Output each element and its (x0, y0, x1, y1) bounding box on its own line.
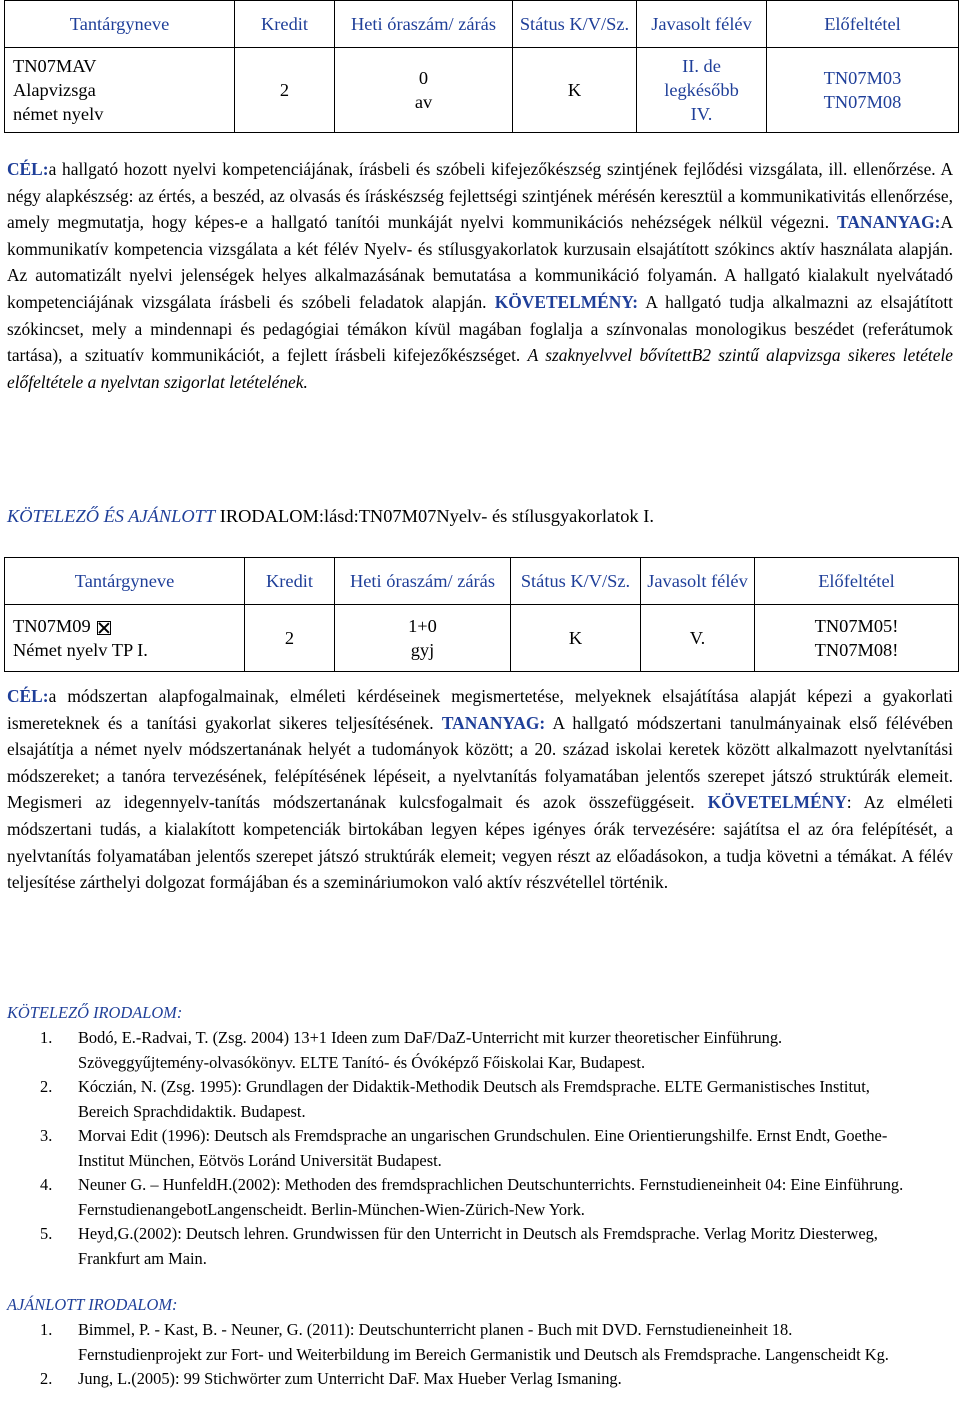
prereq-2: TN07M08! (814, 640, 899, 660)
ajanlott-irodalom-list (0, 1318, 905, 1392)
list-item (0, 1124, 905, 1173)
semester-line1: II. de (682, 56, 721, 76)
kovetelmeny-label: KÖVETELMÉNY (707, 792, 847, 813)
course-name-cell (5, 48, 235, 133)
course-code: TN07MAV (13, 56, 97, 76)
list-item (0, 1318, 905, 1367)
semester-line2: legkésőbb (664, 80, 739, 100)
semester-cell: V. (641, 605, 755, 672)
literature-reference-line (7, 503, 953, 529)
list-item-text: Jung, L.(2005): 99 Stichwörter zum Unterricht DaF. Max Hueber Verlag Ismaning. (78, 1369, 622, 1388)
hours-value: 0 (418, 68, 429, 88)
kotelezo-irodalom-list (0, 1026, 905, 1271)
course-description-tn07m09 (7, 683, 953, 896)
header-oraszam: Heti óraszám/ zárás (335, 558, 511, 605)
tananyag-text: A kommunikatív kompetencia vizsgálata a két félév Nyelv- és stílusgyakorlatok kurzusain elsajátított szókincs aktív használata alapján. Az automatizált nyelvi jelenségek helyes alkalmazásának bemutatása a kommunikáció folyamán. A hallgató kialakult nyelvátadó kompetenciájának vizsgálata írásbeli és szóbeli feladatok alapján. (7, 212, 953, 312)
ajanlott-irodalom-label (7, 1292, 953, 1318)
kotelezo-irodalom-label (7, 1000, 953, 1026)
prereq-cell (755, 605, 959, 672)
list-item (0, 1026, 905, 1075)
list-item (0, 1173, 905, 1222)
header-felev: Javasolt félév (637, 1, 767, 48)
course-description-tn07mav (7, 156, 953, 395)
kredit-cell: 2 (245, 605, 335, 672)
literature-text: IRODALOM:lásd:TN07M07Nyelv- és stílusgyakorlatok I. (219, 506, 654, 526)
header-tantargyneve: Tantárgyneve (5, 1, 235, 48)
italic-note: A szaknyelvvel bővítettB2 szintű alapvizsga sikeres letétele előfeltétele a nyelvtan szigorlat letételének. (7, 345, 953, 392)
list-item-number: 1. (40, 1028, 53, 1047)
prereq-2: TN07M08 (823, 92, 902, 112)
semester-line3: IV. (690, 104, 713, 124)
kovetelmeny-text: : Az elméleti módszertani tudás, a kialakított kompetenciák birtokában legyen képes igényes órák tervezésére: sajátítsa el az óra felépítését, a nyelvtanítás folyamatában jelentős szerepet játszó struktúrák elemeit; vegyen részt az előadásokon, a tudja követni a témákat. A félév teljesítése zárthelyi dolgozat formájában és a szemináriumokon való aktív részvétellel történik. (7, 792, 953, 893)
header-tantargyneve: Tantárgyneve (5, 558, 245, 605)
course-table-tn07m09 (4, 557, 959, 672)
table-header-row (5, 558, 959, 605)
tananyag-text: A hallgató módszertani tanulmányainak első félévében elsajátítja a német nyelv módszertanának helyét a tudományok között; a 20. század iskolai keretek között alkalmazott nyelvtanítási módszereket; a tanóra tervezésének, felépítésének lépéseit, a nyelvtanítás folyamatában jelentős szerepet játszó struktúrák elemeit. Megismeri az idegennyelv-tanítás módszertanának kulcsfogalmait és azok összefüggéseit. (7, 712, 953, 813)
prereq-1: TN07M03 (823, 68, 902, 88)
cel-text: a hallgató hozott nyelvi kompetenciájának, írásbeli és szóbeli kifejezőkészség szintjének fejlődési vizsgálata, ill. ellenőrzése. A négy alapkészség: az értés, a beszéd, az olvasás és íráskészség fejlettségi szintjének mérésén keresztül a kommunikativitás ellenőrzése, amely megmutatja, hogy képes-e a hallgató tanítói munkáját nyelvi kommunikációs nehézségek nélkül végezni. (7, 159, 953, 233)
closing-value: gyj (410, 640, 435, 660)
list-item (0, 1222, 905, 1271)
header-kredit: Kredit (235, 1, 335, 48)
oraszam-cell (335, 605, 511, 672)
header-status: Státus K/V/Sz. (511, 558, 641, 605)
list-item-number: 4. (40, 1175, 53, 1194)
course-code: TN07M09 (13, 616, 91, 636)
kotelezo-irodalom-heading: KÖTELEZŐ IRODALOM: (7, 1003, 183, 1022)
ajanlott-irodalom-heading: AJÁNLOTT IRODALOM: (7, 1295, 178, 1314)
list-item (0, 1367, 905, 1392)
course-name-cell (5, 605, 245, 672)
list-item-number: 5. (40, 1224, 53, 1243)
list-item-text: Bodó, E.-Radvai, T. (Zsg. 2004) 13+1 Ideen zum DaF/DaZ-Unterricht mit kurzer theoretischer Einführung. Szöveggyűjtemény-olvasókönyv. ELTE Tanító- és Óvóképző Főiskolai Kar, Budapest. (78, 1028, 783, 1072)
course-name-line1: Alapvizsga (13, 80, 96, 100)
list-item-number: 1. (40, 1320, 53, 1339)
cel-text: a módszertan alapfogalmainak, elméleti kérdéseinek megismertetése, melyeknek elsajátítása alapját képezi a gyakorlati ismereteknek és a tanítási gyakorlat sikeres teljesítésének. (7, 686, 953, 733)
tananyag-label: TANANYAG: (837, 212, 941, 233)
header-elofeltetel: Előfeltétel (755, 558, 959, 605)
table-header-row (5, 1, 959, 48)
list-item-text: Neuner G. – HunfeldH.(2002): Methoden des fremdsprachlichen Deutschunterrichts. Fernstudieneinheit 04: Eine Einführung. FernstudienangebotLangenscheidt. Berlin-München-Wien-Zürich-New York. (78, 1175, 904, 1219)
header-felev: Javasolt félév (641, 558, 755, 605)
list-item-text: Kóczián, N. (Zsg. 1995): Grundlagen der Didaktik-Methodik Deutsch als Fremdsprache. ELTE Germanistisches Institut, Bereich Sprachdidaktik. Budapest. (78, 1077, 870, 1121)
list-item-text: Bimmel, P. - Kast, B. - Neuner, G. (2011): Deutschunterricht planen - Buch mit DVD. Fernstudieneinheit 18. Fernstudienprojekt zur Fort- und Weiterbildung im Bereich Germanistik und Deutsch als Fremdsprache. Langenscheidt Kg. (78, 1320, 889, 1364)
list-item-text: Heyd,G.(2002): Deutsch lehren. Grundwissen für den Unterricht in Deutsch als Fremdsprache. Verlag Moritz Diesterweg, Frankfurt am Main. (78, 1224, 878, 1268)
literature-label: KÖTELEZŐ ÉS AJÁNLOTT (7, 506, 216, 526)
kredit-cell: 2 (235, 48, 335, 133)
table-row (5, 48, 959, 133)
list-item-text: Morvai Edit (1996): Deutsch als Fremdsprache an ungarischen Grundschulen. Eine Orientierungshilfe. Ernst Endt, Goethe-Institut München, Eötvös Loránd Universität Budapest. (78, 1126, 888, 1170)
course-name: Német nyelv TP I. (13, 640, 148, 660)
closing-value: av (414, 92, 433, 112)
status-cell: K (513, 48, 637, 133)
header-kredit: Kredit (245, 558, 335, 605)
oraszam-cell (335, 48, 513, 133)
semester-cell (637, 48, 767, 133)
list-item-number: 2. (40, 1077, 53, 1096)
kovetelmeny-label: KÖVETELMÉNY: (494, 291, 639, 312)
cel-label: CÉL: (7, 159, 49, 179)
checkbox-crossed-icon (97, 621, 111, 635)
hours-value: 1+0 (408, 616, 437, 636)
course-name-line2: német nyelv (13, 104, 104, 124)
cel-label: CÉL: (7, 686, 49, 706)
list-item-number: 2. (40, 1369, 53, 1388)
prereq-1: TN07M05! (814, 616, 899, 636)
list-item (0, 1075, 905, 1124)
tananyag-label: TANANYAG: (441, 712, 546, 733)
status-cell: K (511, 605, 641, 672)
prereq-cell (767, 48, 959, 133)
kovetelmeny-text: A hallgató tudja alkalmazni az elsajátított szókincset, mely a mindennapi és pedagógiai témákon kívül magában foglalja a színvonalas monologikus beszédet (referátumok tartása), a szituatív kommunikációt, a fejlett írásbeli kifejezőkészséget. (7, 291, 953, 366)
header-oraszam: Heti óraszám/ zárás (335, 1, 513, 48)
header-elofeltetel: Előfeltétel (767, 1, 959, 48)
table-row (5, 605, 959, 672)
course-table-tn07mav (4, 0, 959, 133)
header-status: Státus K/V/Sz. (513, 1, 637, 48)
list-item-number: 3. (40, 1126, 53, 1145)
